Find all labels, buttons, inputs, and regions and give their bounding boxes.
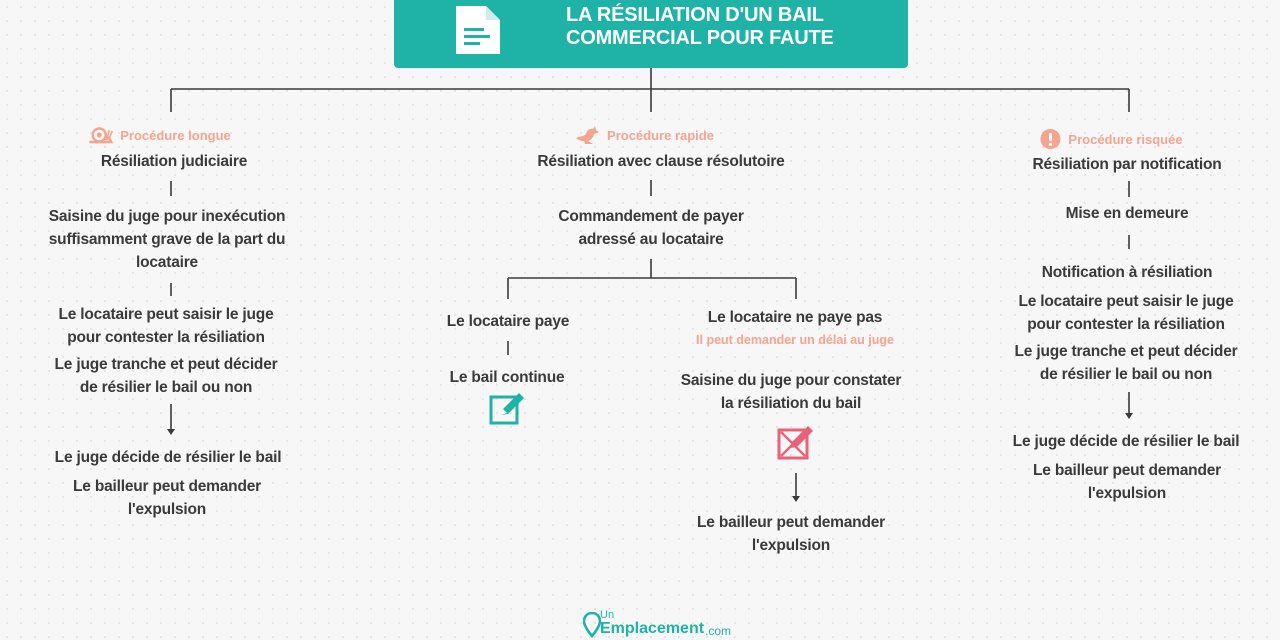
right-title: Résiliation par notification	[1032, 156, 1222, 173]
brand-logo	[583, 609, 732, 638]
center-step-1	[558, 205, 743, 251]
logo-suffix: .com	[705, 624, 732, 638]
line: de résilier le bail ou non	[1039, 366, 1213, 383]
right-step-6	[1033, 459, 1221, 505]
right-step-5: Le juge décide de résilier le bail	[1012, 433, 1240, 450]
line: suffisamment grave de la part du	[48, 231, 286, 248]
line: Le juge tranche et peut décider	[1014, 343, 1238, 360]
document-icon	[454, 4, 502, 56]
snail-icon	[89, 126, 113, 144]
location-pin-icon	[583, 612, 601, 638]
tag-procedure-longue	[89, 126, 231, 144]
kangaroo-icon	[574, 125, 600, 145]
title-line-1: LA RÉSILIATION D'UN BAIL	[566, 4, 824, 26]
pay-branch-label: Le locataire paye	[446, 313, 570, 330]
cancel-edit-icon	[776, 422, 816, 462]
edit-icon	[489, 391, 527, 427]
nopay-note: Il peut demander un délai au juge	[696, 333, 894, 347]
line: Saisine du juge pour constater	[680, 372, 902, 389]
tag-procedure-risquee	[1039, 128, 1182, 150]
center-title: Résiliation avec clause résolutoire	[537, 153, 785, 170]
line: pour contester la résiliation	[1027, 316, 1225, 333]
tag-procedure-rapide	[574, 125, 714, 145]
title-line-2: COMMERCIAL POUR FAUTE	[566, 27, 834, 49]
line: de résilier le bail ou non	[79, 379, 253, 396]
right-step-3	[1019, 290, 1234, 336]
line: la résiliation du bail	[720, 395, 862, 412]
left-step-4: Le juge décide de résilier le bail	[54, 449, 282, 466]
line: Le juge tranche et peut décider	[54, 356, 278, 373]
left-step-1	[49, 205, 286, 274]
line: Le bailleur peut demander	[697, 514, 885, 531]
left-title: Résiliation judiciaire	[100, 153, 248, 170]
right-step-4	[1015, 340, 1238, 386]
line: l'expulsion	[751, 537, 831, 554]
left-step-2	[59, 303, 274, 349]
line: Commandement de payer	[558, 208, 744, 225]
tag-label: Procédure longue	[120, 127, 231, 143]
logo-small-text: Un	[600, 609, 615, 621]
line: pour contester la résiliation	[67, 329, 265, 346]
tag-label: Procédure risquée	[1068, 131, 1183, 147]
nopay-branch-label: Le locataire ne paye pas	[707, 309, 883, 326]
line: Le locataire peut saisir le juge	[58, 306, 274, 323]
line: adressé au locataire	[578, 231, 724, 248]
line: Le locataire peut saisir le juge	[1018, 293, 1234, 310]
left-step-3	[55, 353, 278, 399]
line: l'expulsion	[1087, 485, 1167, 502]
right-step-1: Mise en demeure	[1065, 205, 1189, 222]
line: locataire	[136, 254, 198, 271]
logo-main-text: Emplacement	[600, 620, 705, 637]
left-step-5	[73, 475, 261, 521]
right-step-2: Notification à résiliation	[1041, 264, 1213, 281]
tag-label: Procédure rapide	[607, 127, 714, 143]
page-title	[566, 4, 896, 50]
nopay-step	[681, 369, 902, 415]
pay-branch-result: Le bail continue	[449, 369, 565, 386]
line: l'expulsion	[127, 501, 207, 518]
warning-icon	[1039, 128, 1061, 150]
line: Le bailleur peut demander	[1033, 462, 1221, 479]
nopay-result	[697, 511, 885, 557]
line: Le bailleur peut demander	[73, 478, 261, 495]
title-banner	[394, 0, 908, 68]
line: Saisine du juge pour inexécution	[48, 208, 286, 225]
